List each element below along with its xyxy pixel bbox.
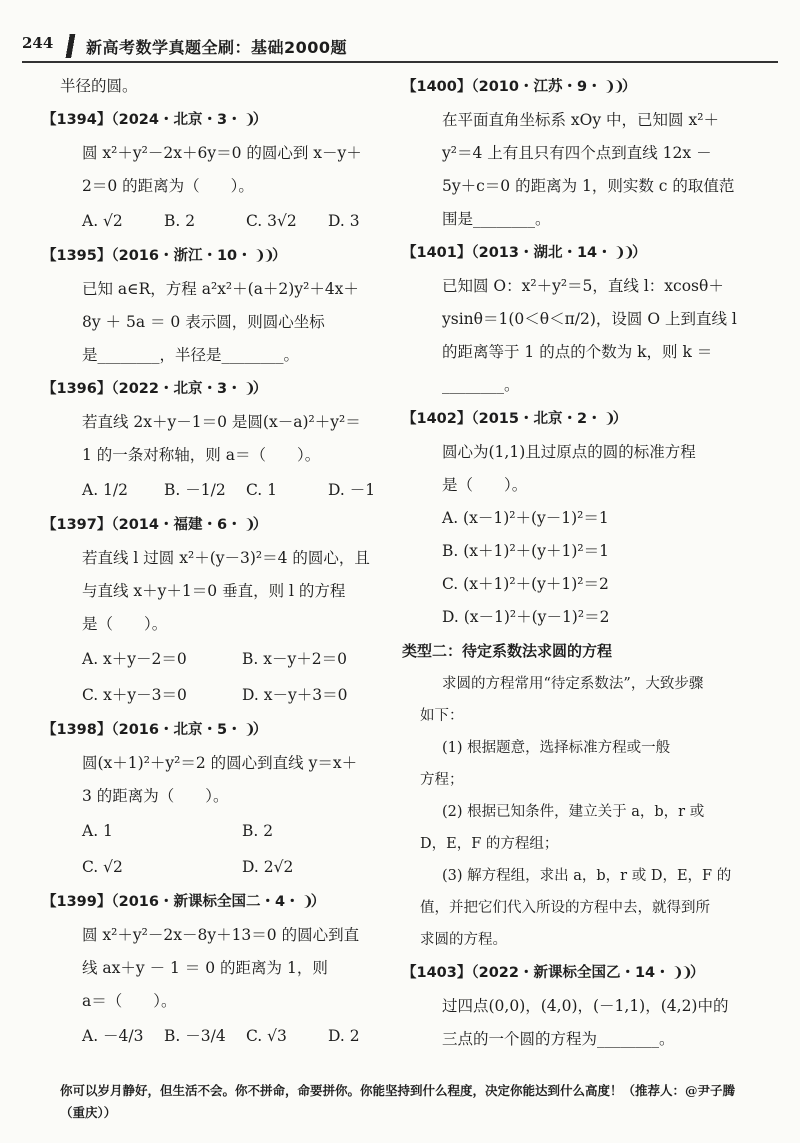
answer-option: B. x－y＋2＝0 xyxy=(242,650,347,668)
method-note-line: 方程； xyxy=(420,772,464,788)
method-note-line: (3) 解方程组，求出 a，b，r 或 D，E，F 的 xyxy=(442,868,732,884)
difficulty-moon-icon: ❩❩ xyxy=(253,248,272,264)
problem-text-line: 是________，半径是________。 xyxy=(82,346,300,364)
problem-header xyxy=(42,103,410,137)
problem-source: （2016・浙江・10・ xyxy=(111,248,252,264)
difficulty-moon-icon: ❩❩ xyxy=(603,79,622,95)
problem-text-line: ________。 xyxy=(442,376,520,394)
problem-text-line: 是（ ）。 xyxy=(442,476,528,494)
left-column xyxy=(42,70,410,1054)
answer-option: C. 3√2 xyxy=(246,212,297,230)
difficulty-moon-icon: ❩❩ xyxy=(671,965,690,981)
difficulty-moon-icon: ❩ xyxy=(301,894,311,910)
problem-source-close: ） xyxy=(252,517,268,533)
problem-text-line: 5y＋c＝0 的距离为 1，则实数 c 的取值范 xyxy=(442,177,735,195)
problem-header xyxy=(402,402,770,436)
problem-source: （2022・新课标全国乙・14・ xyxy=(471,965,670,981)
problem-text-line: y²＝4 上有且只有四个点到直线 12x － xyxy=(442,144,712,162)
problem-text-line: B. (x＋1)²＋(y＋1)²＝1 xyxy=(442,542,609,560)
answer-option: D. －1 xyxy=(328,481,376,499)
problem-source-close: ） xyxy=(310,894,326,910)
problem-source: （2015・北京・2・ xyxy=(471,411,602,427)
answer-options xyxy=(60,849,410,885)
method-note-line: (1) 根据题意，选择标准方程或一般 xyxy=(442,740,671,756)
answer-options xyxy=(60,1018,410,1054)
answer-option: A. 1/2 xyxy=(82,481,128,499)
problem-source: （2014・福建・6・ xyxy=(111,517,242,533)
difficulty-moon-icon: ❩ xyxy=(603,411,613,427)
footer-quote xyxy=(60,1080,760,1124)
answer-option: B. －3/4 xyxy=(164,1027,226,1045)
method-note-line: (2) 根据已知条件，建立关于 a，b，r 或 xyxy=(442,804,705,820)
method-note-line: 求圆的方程。 xyxy=(420,932,507,948)
problem-number: 【1400】 xyxy=(402,79,472,95)
answer-option: A. √2 xyxy=(82,212,123,230)
problem-text-line: D. (x－1)²＋(y－1)²＝2 xyxy=(442,608,610,626)
problem-source-close: ） xyxy=(252,381,268,397)
method-note-line: 如下： xyxy=(420,708,464,724)
answer-option: D. 2 xyxy=(328,1027,360,1045)
problem-source: （2024・北京・3・ xyxy=(111,112,242,128)
problem-text-line: C. (x＋1)²＋(y＋1)²＝2 xyxy=(442,575,609,593)
answer-options xyxy=(60,641,410,677)
answer-options xyxy=(60,813,410,849)
problem-source-close: ） xyxy=(621,79,637,95)
running-header xyxy=(62,34,347,58)
problem-number: 【1395】 xyxy=(42,248,112,264)
problem-header xyxy=(42,239,410,273)
method-note-line: D，E，F 的方程组； xyxy=(420,836,559,852)
difficulty-moon-icon: ❩ xyxy=(243,517,253,533)
header-rule xyxy=(22,61,778,63)
problem-source-close: ） xyxy=(271,248,287,264)
problem-header xyxy=(402,956,770,990)
problem-text-line: 1 的一条对称轴，则 a＝（ ）。 xyxy=(82,446,321,464)
answer-option: B. 2 xyxy=(164,212,196,230)
problem-text-line: 围是________。 xyxy=(442,210,551,228)
problem-text-line: 2＝0 的距离为（ ）。 xyxy=(82,177,254,195)
problem-text-line: A. (x－1)²＋(y－1)²＝1 xyxy=(442,509,609,527)
problem-text-line: 在平面直角坐标系 xOy 中，已知圆 x²＋ xyxy=(442,111,719,129)
difficulty-moon-icon: ❩❩ xyxy=(613,245,632,261)
method-note-line: 值，并把它们代入所设的方程中去，就得到所 xyxy=(420,900,710,916)
problem-text-line: 过四点(0,0)，(4,0)，(－1,1)，(4,2)中的 xyxy=(442,997,729,1015)
problem-text-line: 圆 x²＋y²－2x＋6y＝0 的圆心到 x－y＋ xyxy=(82,144,362,162)
difficulty-moon-icon: ❩ xyxy=(243,722,253,738)
problem-source-close: ） xyxy=(252,722,268,738)
problem-text-line: 线 ax＋y － 1 ＝ 0 的距离为 1，则 xyxy=(82,959,328,977)
problem-header xyxy=(42,372,410,406)
problem-header xyxy=(42,508,410,542)
difficulty-moon-icon: ❩ xyxy=(243,381,253,397)
problem-source-close: ） xyxy=(631,245,647,261)
problem-text-line: a＝（ ）。 xyxy=(82,992,177,1010)
book-title: 新高考数学真题全刷：基础2000题 xyxy=(86,37,348,57)
problem-header xyxy=(402,236,770,270)
problem-source: （2013・湖北・14・ xyxy=(471,245,612,261)
problem-text-line: 圆心为(1,1)且过原点的圆的标准方程 xyxy=(442,443,696,461)
footer-line-2: （重庆）） xyxy=(60,1105,117,1120)
answer-options xyxy=(60,203,410,239)
problem-number: 【1402】 xyxy=(402,411,472,427)
answer-option: C. √3 xyxy=(246,1027,287,1045)
problem-source: （2016・新课标全国二・4・ xyxy=(111,894,300,910)
method-note-line: 求圆的方程常用“待定系数法”，大致步骤 xyxy=(442,676,704,692)
problem-number: 【1396】 xyxy=(42,381,112,397)
problem-header xyxy=(42,713,410,747)
problem-header xyxy=(42,885,410,919)
answer-option: C. √2 xyxy=(82,858,123,876)
answer-option: B. 2 xyxy=(242,822,274,840)
problem-text-line: 3 的距离为（ ）。 xyxy=(82,787,229,805)
answer-option: D. 3 xyxy=(328,212,360,230)
problem-number: 【1401】 xyxy=(402,245,472,261)
problem-text-line: 若直线 l 过圆 x²＋(y－3)²＝4 的圆心，且 xyxy=(82,549,370,567)
problem-text-line: 已知圆 O：x²＋y²＝5，直线 l：xcosθ＋ xyxy=(442,277,724,295)
answer-option: C. 1 xyxy=(246,481,278,499)
problem-source-close: ） xyxy=(612,411,628,427)
answer-option: A. x＋y－2＝0 xyxy=(82,650,187,668)
problem-source-close: ） xyxy=(252,112,268,128)
problem-text-line: 三点的一个圆的方程为________。 xyxy=(442,1030,675,1048)
answer-options xyxy=(60,472,410,508)
problem-source-close: ） xyxy=(689,965,705,981)
problem-number: 【1394】 xyxy=(42,112,112,128)
problem-text-line: 半径的圆。 xyxy=(60,77,138,95)
answer-option: A. －4/3 xyxy=(82,1027,144,1045)
answer-option: B. －1/2 xyxy=(164,481,226,499)
answer-options xyxy=(60,677,410,713)
problem-number: 【1398】 xyxy=(42,722,112,738)
problem-text-line: 是（ ）。 xyxy=(82,615,168,633)
answer-option: D. 2√2 xyxy=(242,858,294,876)
page-number: 244 xyxy=(22,34,54,52)
problem-header xyxy=(402,70,770,104)
header-stripe-decoration xyxy=(62,34,80,58)
answer-option: A. 1 xyxy=(82,822,113,840)
problem-number: 【1403】 xyxy=(402,965,472,981)
problem-text-line: 8y ＋ 5a ＝ 0 表示圆，则圆心坐标 xyxy=(82,313,325,331)
problem-source: （2010・江苏・9・ xyxy=(471,79,602,95)
section-title: 类型二：待定系数法求圆的方程 xyxy=(402,642,613,660)
problem-text-line: 与直线 x＋y＋1＝0 垂直，则 l 的方程 xyxy=(82,582,346,600)
problem-text-line: ysinθ＝1(0＜θ＜π/2)，设圆 O 上到直线 l xyxy=(442,310,737,328)
problem-text-line: 圆(x＋1)²＋y²＝2 的圆心到直线 y＝x＋ xyxy=(82,754,358,772)
answer-option: D. x－y＋3＝0 xyxy=(242,686,348,704)
problem-text-line: 若直线 2x＋y－1＝0 是圆(x－a)²＋y²＝ xyxy=(82,413,361,431)
problem-number: 【1397】 xyxy=(42,517,112,533)
problem-text-line: 圆 x²＋y²－2x－8y＋13＝0 的圆心到直 xyxy=(82,926,360,944)
problem-source: （2022・北京・3・ xyxy=(111,381,242,397)
problem-source: （2016・北京・5・ xyxy=(111,722,242,738)
right-column xyxy=(402,70,770,1056)
problem-text-line: 的距离等于 1 的点的个数为 k，则 k ＝ xyxy=(442,343,713,361)
answer-option: C. x＋y－3＝0 xyxy=(82,686,187,704)
problem-number: 【1399】 xyxy=(42,894,112,910)
problem-text-line: 已知 a∈R，方程 a²x²＋(a＋2)y²＋4x＋ xyxy=(82,280,359,298)
footer-line-1: 你可以岁月静好，但生活不会。你不拼命，命要拼你。你能坚持到什么程度，决定你能达到什么高度！（推荐人：@尹子腾 xyxy=(60,1083,736,1098)
difficulty-moon-icon: ❩ xyxy=(243,112,253,128)
